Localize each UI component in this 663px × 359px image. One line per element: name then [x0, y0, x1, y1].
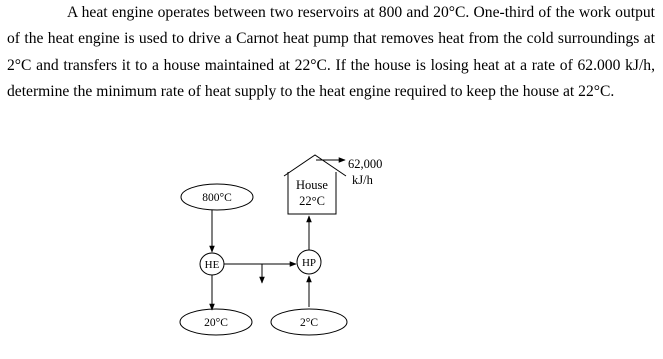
engine-cold-reservoir-temperature: 20°C [204, 317, 228, 329]
house [284, 155, 346, 214]
house-roof [284, 155, 346, 176]
heat-engine-label: HE [204, 259, 220, 271]
heat-loss-unit: kJ/h [352, 173, 373, 187]
pump-cold-reservoir-temperature: 2°C [299, 317, 319, 329]
problem-statement: A heat engine operates between two reservoirs at 800 and 20°C. One-third of the work output of the heat engine is used to drive a Carnot heat pump that removes heat from the cold surroundings at 2°C and transfers it to a house maintained at 22°C. If the house is losing heat at a rate of 62.000 kJ/h, determine the minimum rate of heat supply to the heat engine required to keep the house at 22°C. [7, 4, 655, 101]
house-label: House [296, 178, 328, 192]
hot-reservoir-temperature: 800°C [202, 192, 232, 204]
house-temperature: 22°C [299, 194, 325, 208]
heat-loss-value: 62,000 [348, 157, 383, 171]
heat-pump-label: HP [301, 257, 317, 269]
